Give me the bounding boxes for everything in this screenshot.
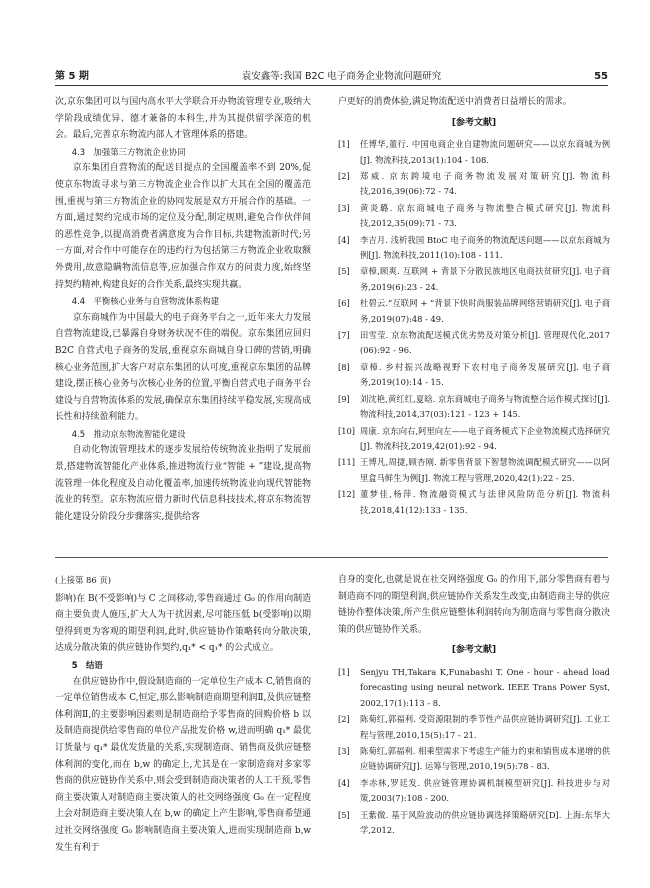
reference-number: [9] <box>338 393 350 404</box>
reference-number: [2] <box>338 714 350 725</box>
continued-note: (上接第 86 页) <box>55 575 112 585</box>
reference-item <box>338 201 610 232</box>
reference-text: 杜碧云.“互联网 + ”背景下快时尚服装品牌网络营销研究[J]. 电子商务,2019(07):48 - 49. <box>360 298 610 324</box>
reference-list <box>338 665 610 838</box>
reference-item <box>338 137 610 168</box>
reference-number: [2] <box>338 171 350 181</box>
reference-item <box>338 296 610 327</box>
paragraph: 京东商城作为中国最大的电子商务平台之一,近年来大力发展自营物流建设,已暴露自身财务状况不佳的端倪。京东集团应回归 B2C 自营式电子商务的发展,重视京东商城自身口碑的营销,明确核心业务范围,扩大客户对京东集团的认可度,重视京东集团的品牌建设,摆正核心业务与次核心业务的位置,平衡自营式电子商务平台建设与自营物流体系的发展,确保京东集团持续平稳发展,实现高成长性和持续盈利能力。 <box>55 312 311 423</box>
reference-text: 陈菊红,郭福利. 相乘型需求下考虑生产能力约束和销售成本递增的供应链协调研究[J]. 运筹与管理,2010,19(5):78 - 83. <box>360 746 610 772</box>
section-divider <box>55 557 608 558</box>
references-heading: [参考文献] <box>451 117 497 128</box>
reference-number: [12] <box>338 489 356 500</box>
reference-item <box>338 776 610 807</box>
issue-number: 第 5 期 <box>55 71 89 82</box>
reference-text: 章樟. 乡村振兴战略视野下农村电子商务发展研究[J]. 电子商务,2019(10):14 - 15. <box>360 361 610 388</box>
reference-text: 王博凡,周捷,顾杏刚. 新零售背景下智慧物流调配模式研究——以阿里盒马鲜生为例[J]. 物流工程与管理,2020,42(1):22 - 25. <box>360 457 610 483</box>
reference-text: 郑威. 京东跨境电子商务物流发展对策研究[J]. 物流科技,2016,39(06):72 - 74. <box>360 171 610 197</box>
reference-number: [5] <box>338 809 350 820</box>
reference-item <box>338 169 610 200</box>
reference-item <box>338 487 610 518</box>
reference-text: 刘沈艳,黄红红,夏晗. 京东商城电子商务与物流整合运作模式探讨[J]. 物流科技,2014,37(03):121 - 123 + 145. <box>360 393 610 420</box>
reference-number: [7] <box>338 330 350 341</box>
paragraph: 自身的变化,也就是说在社交网络强度 G₀ 的作用下,部分零售商有着与制造商不同的期望利润,供应链协作关系发生改变,由制造商主导的供应链协作整体决策,所产生供应链整体利润转向为制造商与零售商分散决策的供应链协作关系。 <box>338 575 610 635</box>
reference-text: 董梦佳,杨萍. 物流融资模式与法律风险防范分析[J]. 物流科技,2018,41(12):133 - 135. <box>360 489 610 515</box>
reference-number: [3] <box>338 746 350 756</box>
reference-item <box>338 424 610 455</box>
reference-item <box>338 665 610 711</box>
paragraph: 次,京东集团可以与国内高水平大学联合开办物流管理专业,吸纳大学阶段成绩优异、德才兼备的本科生,并为其提供留学深造的机会。最后,完善京东物流内部人才管理体系的搭建。 <box>55 97 311 141</box>
reference-text: 李吉月. 浅析我国 BtoC 电子商务的物流配送问题——以京东商城为例[J]. 物流科技,2011(10):108 - 111. <box>360 234 610 261</box>
reference-number: [4] <box>338 777 350 788</box>
reference-number: [6] <box>338 298 350 309</box>
reference-text: 田雪莹. 京东物流配送模式优劣势及对策分析[J]. 管理现代化,2017 (06):92 - 96. <box>360 330 610 356</box>
reference-text: 任博华,董行. 中国电商企业自建物流问题研究——以京东商城为例[J]. 物流科技,2013(1):104 - 108. <box>360 139 610 165</box>
reference-item <box>338 328 610 359</box>
references-heading: [参考文献] <box>451 645 497 656</box>
reference-text: 陈菊红,郭福利. 受资源限制的季节性产品供应链协调研究[J]. 工业工程与管理,2010,15(5):17 - 21. <box>360 714 610 740</box>
reference-item <box>338 392 610 423</box>
paragraph: 自动化物流管理技术的逐步发展给传统物流业指明了发展前景,搭建物流智能化产业体系,推进物流行业“智能 + ”建设,提高物流管理一体化程度及自动化覆盖率,加速传统物流业向现代智能物流业的转型。京东物流应借力新时代信息科技技术,将京东物流智能化建设分阶段分步骤落实,提供给客 <box>55 445 311 522</box>
paragraph: 在供应链协作中,假设制造商的一定单位生产成本 C,销售商的一定单位销售成本 C,恒定,那么影响制造商期望利润Ⅱ,及供应链整体利润Ⅱ,的主要影响因素则是制造商给予零售商的回购价格 b 以及制造商提供给零售商的单位产品批发价格 w,进而明确 q₁* 最优订货量与 q₁* 最优发货量的关系,实现制造商、销售商及供应链整体利润的变化,而在 b,w 的确定上,尤其是在一家制造商对多家零售商的供应链协作关系中,则会受到制造商决策者的人工干预,零售商主要决策人对制造商主要决策人的社交网络强度 G₀ 在一定程度上会对制造商主要决策人在 b,w 的确定上产生影响,零售商希望通过社交网络强度 G₀ 影响制造商主要决策人,进而实现制造商 b,w 发生有利于 <box>55 676 311 853</box>
page-number: 55 <box>594 71 608 82</box>
left-column-top <box>55 94 311 525</box>
reference-item <box>338 360 610 391</box>
reference-number: [11] <box>338 457 356 468</box>
reference-item <box>338 808 610 839</box>
reference-number: [8] <box>338 361 350 372</box>
section-heading-5: 5 结语 <box>71 659 103 670</box>
reference-text: 王紫微. 基于风险波动的供应链协调选择策略研究[D]. 上海:东华大学,2012. <box>360 809 610 836</box>
right-column-bottom <box>338 572 610 839</box>
reference-text: Senjyu TH,Takara K,Funabashi T. One - hour - ahead load forecasting using neural network. IEEE Trans Power Syst, 2002,17(1):113 - 8. <box>360 666 610 708</box>
reference-number: [5] <box>338 266 350 277</box>
page-header <box>55 64 608 86</box>
reference-number: [10] <box>338 425 356 436</box>
reference-item <box>338 744 610 775</box>
reference-number: [3] <box>338 202 350 213</box>
section-heading-4-4: 4.4 平衡核心业务与自营物流体系构建 <box>71 296 220 307</box>
reference-text: 章樟,顾爽. 互联网 + 背景下分散民族地区电商扶贫研究[J]. 电子商务,2019(6):23 - 24. <box>360 266 610 292</box>
reference-item <box>338 455 610 486</box>
right-column-top <box>338 94 610 519</box>
left-column-bottom <box>55 572 311 856</box>
section-heading-4-3: 4.3 加强第三方物流企业协同 <box>71 146 186 157</box>
paragraph: 影响)在 B(不受影响)与 C 之间移动,零售商通过 G₀ 的作用向制造商主要负责人施压,扩大人为干扰因素,尽可能压低 b(受影响)以期望得到更为客观的期望利润,此时,供应链协作策略转向分散决策,达成分散决策的供应链协作契约,q₁* < q₁* 的公式成立。 <box>55 593 311 654</box>
reference-text: 周康. 京东向右,阿里向左——电子商务模式下企业物流模式选择研究[J]. 物流科技,2019,42(01):92 - 94. <box>360 425 610 451</box>
reference-item <box>338 264 610 295</box>
reference-text: 李赤林,罗廷发. 供应链管理协调机制模型研究[J]. 科技进步与对策,2003(7):108 - 200. <box>360 777 610 804</box>
paragraph: 户更好的消费体验,满足物流配送中消费者日益增长的需求。 <box>338 97 572 107</box>
reference-number: [4] <box>338 234 350 245</box>
reference-item <box>338 233 610 264</box>
running-title: 袁安鑫等:我国 B2C 电子商务企业物流问题研究 <box>241 71 442 82</box>
reference-item <box>338 712 610 743</box>
reference-list <box>338 137 610 518</box>
reference-number: [1] <box>338 139 350 150</box>
reference-number: [1] <box>338 666 350 677</box>
reference-text: 黄炎璐. 京东商城电子商务与物流整合模式研究[J]. 物流科技,2012,35(09):71 - 73. <box>360 202 610 229</box>
paragraph: 京东集团自营物流的配送目提点的全国覆盖率不到 20%,促使京东物流寻求与第三方物流企业合作以扩大其在全国的覆盖范围,重视与第三方物流企业的协同发展是双方开展合作的基础。一方面,通过契约完成市场的定位及分配,制定规则,避免合作伙伴间的恶性竞争,以提高消费者满意度为合作目标,共建物流新时代;另一方面,对合作中可能存在的违约行为包括第三方物流企业收取额外费用,故意隐瞒物流信息等,应加强合作双方的问责力度,始终坚持契约精神,构建良好的合作关系,最终实现共赢。 <box>55 163 311 290</box>
section-heading-4-5: 4.5 推动京东物流智能化建设 <box>71 428 186 439</box>
